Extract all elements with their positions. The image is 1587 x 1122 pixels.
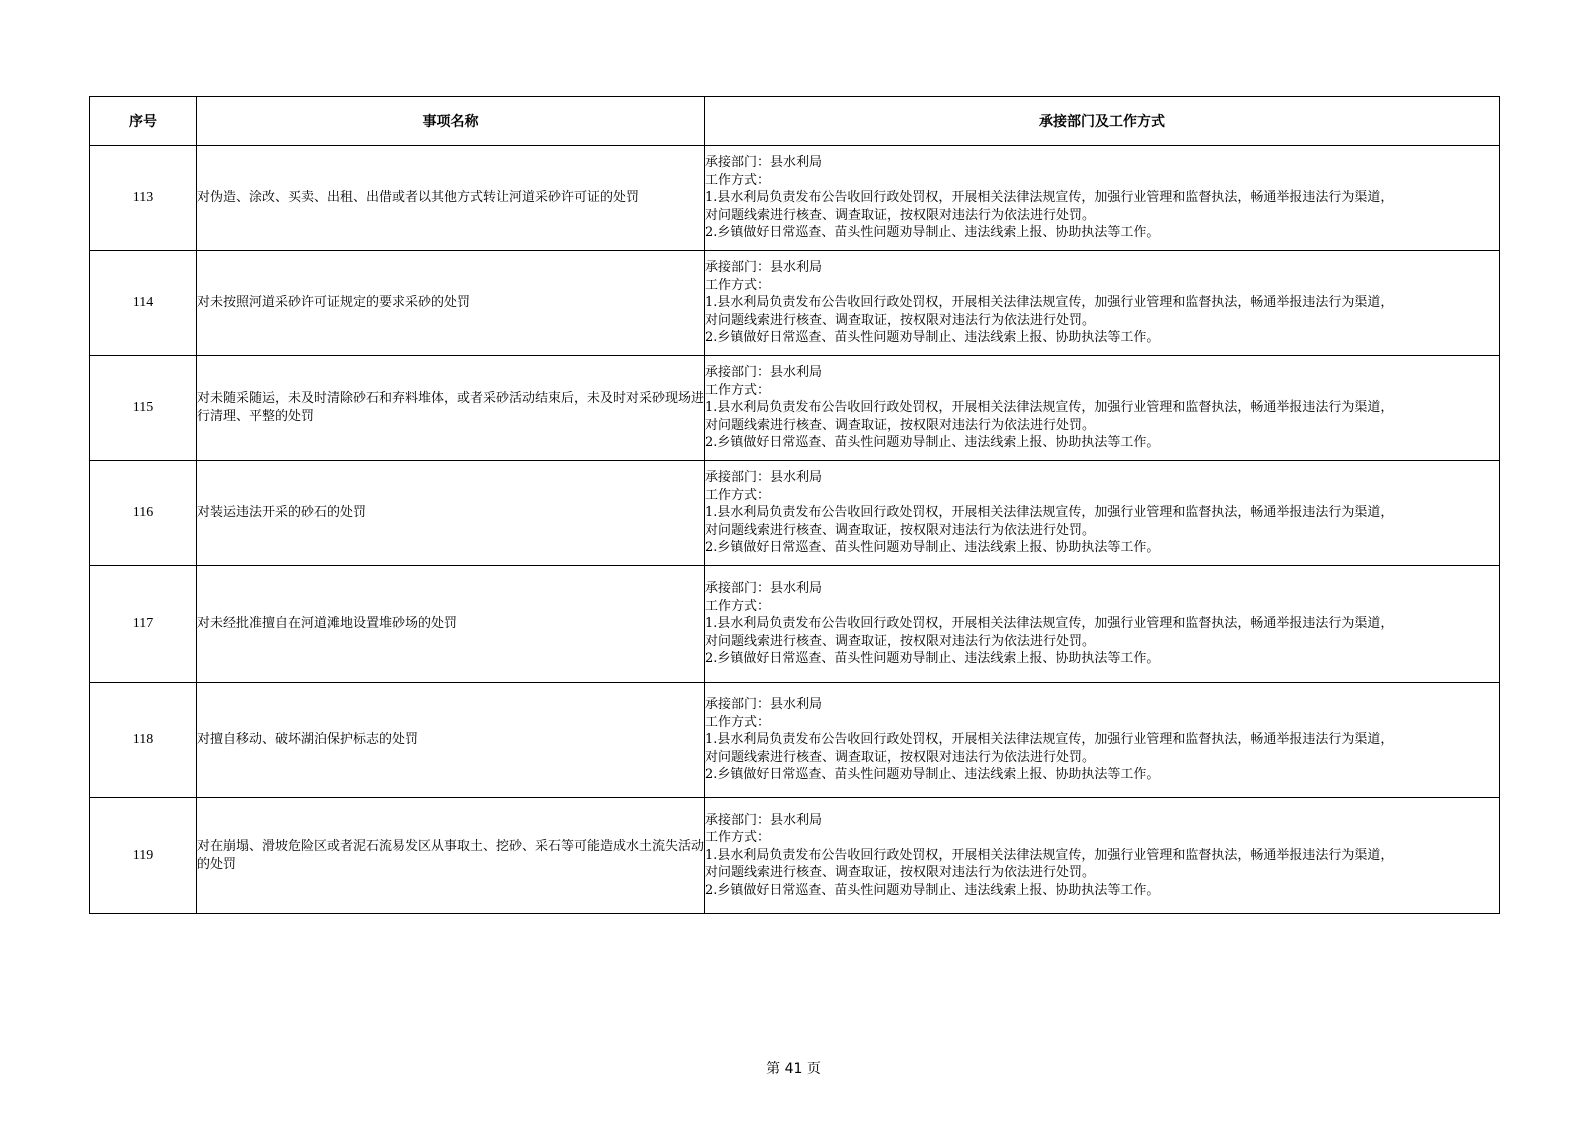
department-line: 承接部门：县水利局 — [705, 470, 823, 486]
table-row — [90, 798, 1500, 914]
header-serial-number: 序号 — [90, 97, 197, 146]
table-row — [90, 566, 1500, 683]
row-item-name: 对未随采随运，未及时清除砂石和弃料堆体，或者采砂活动结束后，未及时对采砂现场进行清理、平整的处罚 — [197, 356, 705, 461]
method-step-1-cont-line: 对问题线索进行核查、调查取证，按权限对违法行为依法进行处罚。 — [705, 633, 1096, 649]
method-step-2-line: 2.乡镇做好日常巡查、苗头性问题劝导制止、违法线索上报、协助执法等工作。 — [705, 540, 1160, 556]
method-step-1-cont-line: 对问题线索进行核查、调查取证，按权限对违法行为依法进行处罚。 — [705, 865, 1096, 881]
row-item-name: 对在崩塌、滑坡危险区或者泥石流易发区从事取土、挖砂、采石等可能造成水土流失活动的处罚 — [197, 798, 705, 914]
table-row — [90, 251, 1500, 356]
row-department-method — [705, 683, 1500, 798]
row-department-method — [705, 146, 1500, 251]
method-label-line: 工作方式： — [705, 172, 771, 188]
row-department-method — [705, 461, 1500, 566]
method-label-line: 工作方式： — [705, 487, 771, 503]
row-serial-number: 119 — [90, 798, 197, 914]
row-department-method — [705, 251, 1500, 356]
department-line: 承接部门：县水利局 — [705, 260, 823, 276]
method-step-1-line: 1.县水利局负责发布公告收回行政处罚权，开展相关法律法规宣传，加强行业管理和监督执法，畅通举报违法行为渠道， — [705, 400, 1394, 416]
method-step-1-cont-line: 对问题线索进行核查、调查取证，按权限对违法行为依法进行处罚。 — [705, 749, 1096, 765]
row-item-name: 对擅自移动、破坏湖泊保护标志的处罚 — [197, 683, 705, 798]
method-step-2-line: 2.乡镇做好日常巡查、苗头性问题劝导制止、违法线索上报、协助执法等工作。 — [705, 435, 1160, 451]
row-serial-number: 113 — [90, 146, 197, 251]
method-step-2-line: 2.乡镇做好日常巡查、苗头性问题劝导制止、违法线索上报、协助执法等工作。 — [705, 225, 1160, 241]
method-step-1-cont-line: 对问题线索进行核查、调查取证，按权限对违法行为依法进行处罚。 — [705, 207, 1096, 223]
method-step-1-line: 1.县水利局负责发布公告收回行政处罚权，开展相关法律法规宣传，加强行业管理和监督执法，畅通举报违法行为渠道， — [705, 847, 1394, 863]
method-step-2-line: 2.乡镇做好日常巡查、苗头性问题劝导制止、违法线索上报、协助执法等工作。 — [705, 330, 1160, 346]
header-item-name: 事项名称 — [197, 97, 705, 146]
table-header-row — [90, 97, 1500, 146]
row-department-method — [705, 566, 1500, 683]
row-item-name: 对未按照河道采砂许可证规定的要求采砂的处罚 — [197, 251, 705, 356]
method-step-2-line: 2.乡镇做好日常巡查、苗头性问题劝导制止、违法线索上报、协助执法等工作。 — [705, 767, 1160, 783]
items-table — [89, 96, 1500, 914]
method-step-1-cont-line: 对问题线索进行核查、调查取证，按权限对违法行为依法进行处罚。 — [705, 417, 1096, 433]
method-step-1-line: 1.县水利局负责发布公告收回行政处罚权，开展相关法律法规宣传，加强行业管理和监督执法，畅通举报违法行为渠道， — [705, 616, 1394, 632]
method-label-line: 工作方式： — [705, 277, 771, 293]
method-step-2-line: 2.乡镇做好日常巡查、苗头性问题劝导制止、违法线索上报、协助执法等工作。 — [705, 882, 1160, 898]
row-serial-number: 117 — [90, 566, 197, 683]
row-item-name: 对伪造、涂改、买卖、出租、出借或者以其他方式转让河道采砂许可证的处罚 — [197, 146, 705, 251]
row-item-name: 对装运违法开采的砂石的处罚 — [197, 461, 705, 566]
row-item-name: 对未经批准擅自在河道滩地设置堆砂场的处罚 — [197, 566, 705, 683]
row-department-method — [705, 356, 1500, 461]
page-number: 第 41 页 — [766, 1061, 821, 1077]
department-line: 承接部门：县水利局 — [705, 581, 823, 597]
department-line: 承接部门：县水利局 — [705, 155, 823, 171]
department-line: 承接部门：县水利局 — [705, 365, 823, 381]
header-department-method: 承接部门及工作方式 — [705, 97, 1500, 146]
table-row — [90, 356, 1500, 461]
method-step-1-line: 1.县水利局负责发布公告收回行政处罚权，开展相关法律法规宣传，加强行业管理和监督执法，畅通举报违法行为渠道， — [705, 190, 1394, 206]
table-row — [90, 146, 1500, 251]
method-step-1-line: 1.县水利局负责发布公告收回行政处罚权，开展相关法律法规宣传，加强行业管理和监督执法，畅通举报违法行为渠道， — [705, 732, 1394, 748]
department-line: 承接部门：县水利局 — [705, 812, 823, 828]
method-step-1-line: 1.县水利局负责发布公告收回行政处罚权，开展相关法律法规宣传，加强行业管理和监督执法，畅通举报违法行为渠道， — [705, 295, 1394, 311]
method-label-line: 工作方式： — [705, 382, 771, 398]
method-step-1-line: 1.县水利局负责发布公告收回行政处罚权，开展相关法律法规宣传，加强行业管理和监督执法，畅通举报违法行为渠道， — [705, 505, 1394, 521]
method-label-line: 工作方式： — [705, 714, 771, 730]
method-step-1-cont-line: 对问题线索进行核查、调查取证，按权限对违法行为依法进行处罚。 — [705, 312, 1096, 328]
table-row — [90, 683, 1500, 798]
table-row — [90, 461, 1500, 566]
method-label-line: 工作方式： — [705, 830, 771, 846]
method-step-1-cont-line: 对问题线索进行核查、调查取证，按权限对违法行为依法进行处罚。 — [705, 522, 1096, 538]
row-serial-number: 118 — [90, 683, 197, 798]
row-department-method — [705, 798, 1500, 914]
method-step-2-line: 2.乡镇做好日常巡查、苗头性问题劝导制止、违法线索上报、协助执法等工作。 — [705, 651, 1160, 667]
row-serial-number: 115 — [90, 356, 197, 461]
department-line: 承接部门：县水利局 — [705, 697, 823, 713]
method-label-line: 工作方式： — [705, 598, 771, 614]
row-serial-number: 114 — [90, 251, 197, 356]
row-serial-number: 116 — [90, 461, 197, 566]
